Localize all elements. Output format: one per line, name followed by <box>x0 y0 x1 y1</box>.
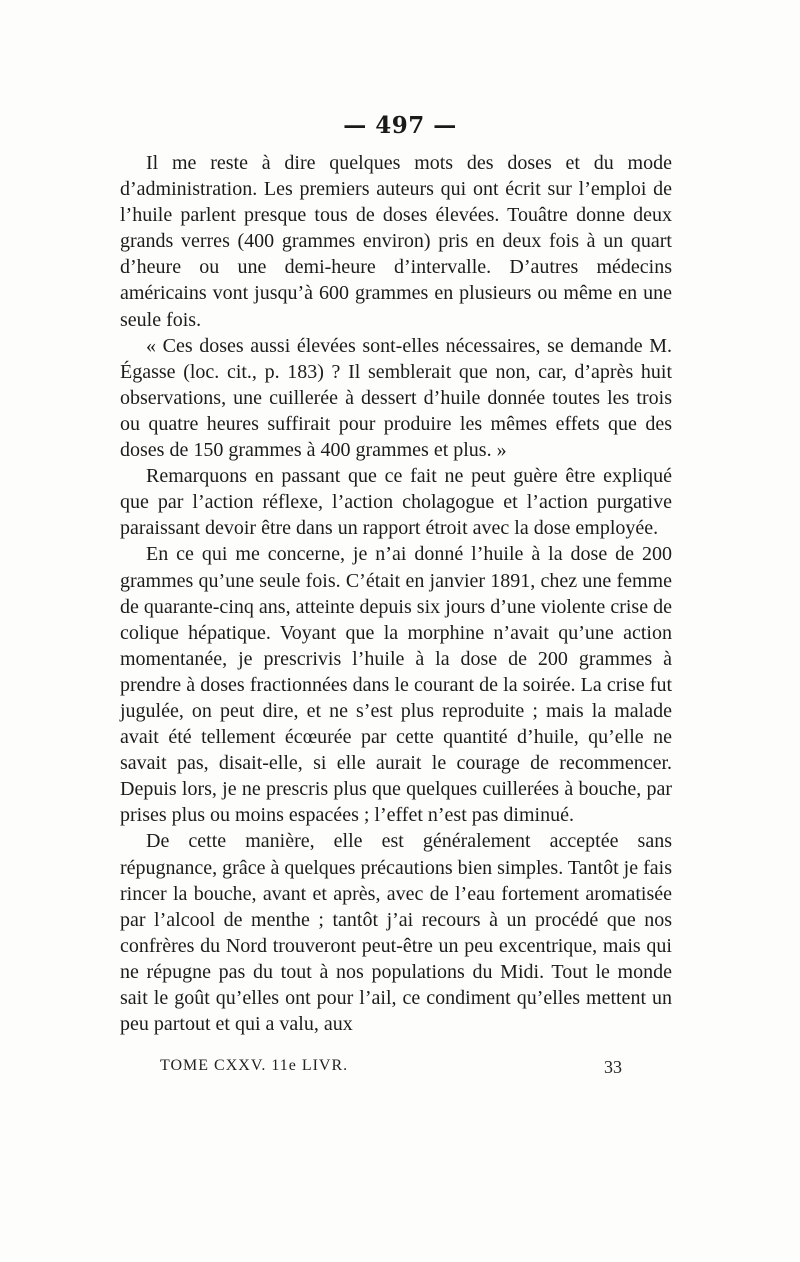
signature-mark: TOME CXXV. 11e LIVR. <box>160 1057 349 1074</box>
paragraph: En ce qui me concerne, je n’ai donné l’huile à la dose de 200 grammes qu’une seule fois. C’était en janvier 1891, chez une femme de quarante-cinq ans, atteinte depuis six jours d’une violente crise de colique hépatique. Voyant que la morphine n’avait qu’une action momentanée, je prescrivis l’huile à la dose de 200 grammes à prendre à doses fractionnées dans le courant de la soirée. La crise fut jugulée, on peut dire, et ne s’est plus reproduite ; mais la malade avait été tellement écœurée par cette quantité d’huile, qu’elle ne savait pas, disait-elle, si elle aurait le courage de recommencer. Depuis lors, je ne prescris plus que quelques cuillerées à bouche, par prises plus ou moins espacées ; l’effet n’est pas diminué. <box>120 543 672 827</box>
page-number: — 497 — <box>343 112 457 139</box>
body-text <box>120 150 672 1037</box>
paragraph: Il me reste à dire quelques mots des doses et du mode d’administration. Les premiers auteurs qui ont écrit sur l’emploi de l’huile parlent presque tous de doses élevées. Touâtre donne deux grands verres (400 grammes environ) pris en deux fois à un quart d’heure ou une demi-heure d’intervalle. D’autres médecins américains vont jusqu’à 600 grammes en plusieurs ou même en une seule fois. <box>120 152 672 331</box>
paragraph: « Ces doses aussi élevées sont-elles nécessaires, se demande M. Égasse (loc. cit., p. 183) ? Il semblerait que non, car, d’après huit observations, une cuillerée à dessert d’huile donnée toutes les trois ou quatre heures suffirait pour produire les mêmes effets que des doses de 150 grammes à 400 grammes et plus. » <box>120 334 672 462</box>
paragraph: Remarquons en passant que ce fait ne peut guère être expliqué que par l’action réflexe, l’action cholagogue et l’action purgative paraissant devoir être dans un rapport étroit avec la dose employée. <box>120 465 672 540</box>
page-footer <box>120 1057 672 1078</box>
paragraph: De cette manière, elle est généralement acceptée sans répugnance, grâce à quelques précautions bien simples. Tantôt je fais rincer la bouche, avant et après, avec de l’eau fortement aromatisée par l’alcool de menthe ; tantôt j’ai recours à un procédé que nos confrères du Nord trouveront peut-être un peu excentrique, mais qui ne répugne pas du tout à nos populations du Midi. Tout le monde sait le goût qu’elles ont pour l’ail, ce condiment qu’elles mettent un peu partout et qui a valu, aux <box>120 830 672 1036</box>
sheet-number: 33 <box>604 1057 622 1077</box>
